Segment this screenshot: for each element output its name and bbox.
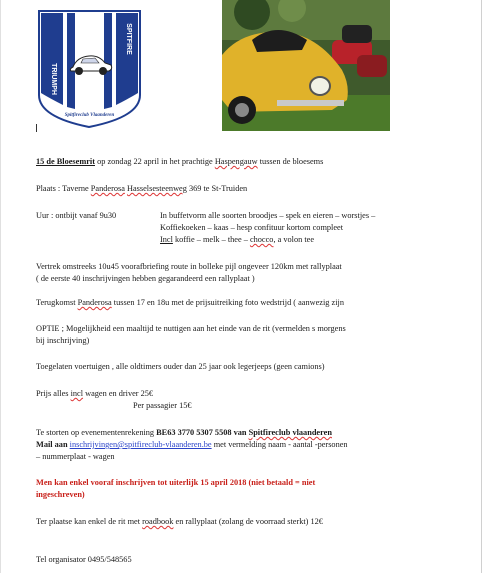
deadline-line-1: Men kan enkel vooraf inschrijven tot uiterlijk 15 april 2018 (niet betaald = niet <box>36 478 316 487</box>
intro-line: 15 de Bloesemrit op zondag 22 april in het prachtige Haspengauw tussen de bloesems <box>36 157 324 166</box>
bank-account: BE63 3770 5307 5508 <box>156 428 232 437</box>
rallyplate-note: ( de eerste 40 inschrijvingen hebben gegarandeerd een rallyplaat ) <box>36 274 255 283</box>
event-photo <box>222 0 390 131</box>
allowed-vehicles-line: Toegelaten voertuigen , alle oldtimers ouder dan 25 jaar ook legerjeeps (geen camions) <box>36 362 325 371</box>
yellow-spitfire-cars-photo-icon <box>222 0 390 131</box>
breakfast-line-2: Koffiekoeken – kaas – hesp confituur kortom compleet <box>160 223 344 232</box>
option-line-2: bij inschrijving) <box>36 336 90 345</box>
mail-line: Mail aan inschrijvingen@spitfireclub-vlaanderen.be met vermelding naam - aantal -personen <box>36 440 348 449</box>
club-shield-icon <box>37 9 142 129</box>
organizer-phone: Tel organisator 0495/548565 <box>36 555 132 564</box>
ride-title: 15 de Bloesemrit <box>36 157 95 166</box>
club-logo <box>37 9 142 129</box>
time-label: Uur : ontbijt vanaf 9u30 <box>36 211 117 220</box>
logo-brand-left: TRIUMPH <box>50 63 57 95</box>
price-line-1: Prijs alles incl wagen en driver 25€ <box>36 389 154 398</box>
breakfast-line-3: Incl koffie – melk – thee – chocco, a volon tee <box>160 235 315 244</box>
option-line-1: OPTIE ; Mogelijkheid een maaltijd te nuttigen aan het einde van de rit (vermelden s morgens <box>36 324 346 333</box>
email-link[interactable]: inschrijvingen@spitfireclub-vlaanderen.be <box>69 440 212 449</box>
price-line-2: Per passagier 15€ <box>133 401 192 410</box>
page-border-left <box>0 0 1 573</box>
return-line: Terugkomst Panderosa tussen 17 en 18u met de prijsuitreiking foto wedstrijd ( aanwezig zijn <box>36 298 344 307</box>
departure-line: Vertrek omstreeks 10u45 voorafbriefing route in bolleke pijl ongeveer 120km met rallyplaat <box>36 262 342 271</box>
breakfast-line-1: In buffetvorm alle soorten broodjes – spek en eieren – worstjes – <box>160 211 376 220</box>
logo-club-caption: Spitfireclub Vlaanderen <box>64 113 115 118</box>
payment-line: Te storten op evenementenrekening BE63 3770 5307 5508 van Spitfireclub vlaanderen <box>36 428 332 437</box>
on-site-line: Ter plaatse kan enkel de rit met roadbook en rallyplaat (zolang de voorraad sterkt) 12€ <box>36 517 323 526</box>
mail-line-2: – nummerplaat - wagen <box>36 452 115 461</box>
location-line: Plaats : Taverne Panderosa Hasselsesteenweg 369 te St-Truiden <box>36 184 248 193</box>
logo-brand-right: SPITFIRE <box>125 23 132 55</box>
deadline-line-2: ingeschreven) <box>36 490 85 499</box>
text-cursor <box>36 124 37 132</box>
page-border-right <box>481 0 482 573</box>
